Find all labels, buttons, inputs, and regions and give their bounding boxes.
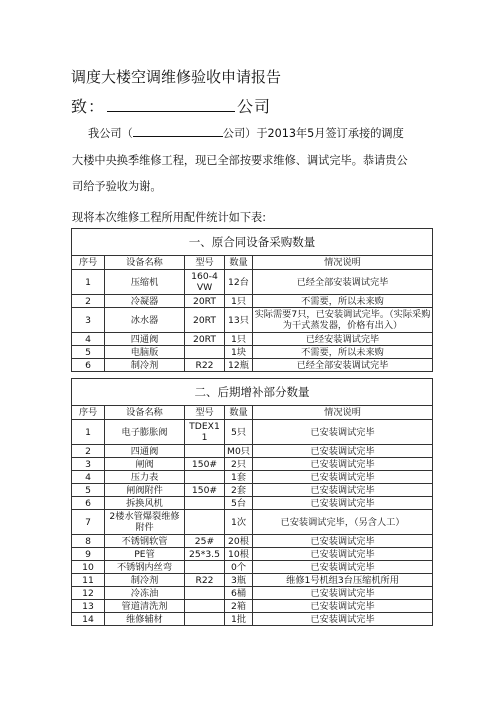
table-cell: 已安装调试完毕 [253, 561, 433, 574]
table-cell: 已安装调试完毕，（另含人工） [253, 510, 433, 535]
column-header: 数量 [225, 406, 253, 420]
column-header: 型号 [185, 406, 225, 420]
table-section-title: 二、后期增补部分数量 [72, 379, 433, 406]
table-cell: 电子膨胀阀 [105, 420, 185, 445]
table-cell: 5 [72, 484, 105, 497]
table-cell: 冷凝器 [105, 295, 185, 308]
table-cell: 已安装调试完毕 [253, 600, 433, 613]
table-section-title: 一、原合同设备采购数量 [72, 229, 433, 256]
table-row [72, 587, 433, 600]
table-cell [185, 510, 225, 535]
table-cell: 已经全部安装调试完毕 [253, 270, 433, 295]
table-cell: R22 [185, 574, 225, 587]
table-cell: 已安装调试完毕 [253, 420, 433, 445]
table-cell: 3 [72, 458, 105, 471]
table-cell: 6 [72, 359, 105, 372]
table-cell: 2套 [225, 484, 253, 497]
table-cell: 4 [72, 471, 105, 484]
table-cell: 冰水器 [105, 308, 185, 333]
contract-equipment-table [71, 228, 433, 372]
table-row [72, 295, 433, 308]
table-row [72, 333, 433, 346]
table-cell [185, 497, 225, 510]
to-suffix: 公司 [237, 97, 272, 116]
table-cell: 3 [72, 308, 105, 333]
table-cell: 5只 [225, 420, 253, 445]
table-cell: 1只 [225, 333, 253, 346]
table-cell: 10根 [225, 548, 253, 561]
table-row [72, 535, 433, 548]
table-cell: 1块 [225, 346, 253, 359]
table-cell: 已安装调试完毕 [253, 471, 433, 484]
table-cell [185, 445, 225, 458]
table-cell: 2只 [225, 458, 253, 471]
table-cell: 25*3.5 [185, 548, 225, 561]
table-cell: 维修辅材 [105, 613, 185, 626]
table-cell: 已经全部安装调试完毕 [253, 359, 433, 372]
table-cell: 13只 [225, 308, 253, 333]
table-cell: 2箱 [225, 600, 253, 613]
table-row [72, 510, 433, 535]
paragraph-4: 现将本次维修工程所用配件统计如下表: [72, 211, 266, 224]
table-cell: 不需要，所以未来购 [253, 295, 433, 308]
table-cell: 10 [72, 561, 105, 574]
table-cell [185, 587, 225, 600]
table-row [72, 270, 433, 295]
table-cell: 6桶 [225, 587, 253, 600]
table-cell: 2 [72, 445, 105, 458]
table-cell: 已安装调试完毕 [253, 445, 433, 458]
table-row [72, 458, 433, 471]
table-cell: 1次 [225, 510, 253, 535]
table-cell: 压力表 [105, 471, 185, 484]
table-cell: 3瓶 [225, 574, 253, 587]
column-header: 情况说明 [253, 406, 433, 420]
table-cell: 20RT [185, 308, 225, 333]
column-header: 型号 [185, 256, 225, 270]
table-cell: 12 [72, 587, 105, 600]
to-label: 致： [71, 97, 106, 116]
table-row [72, 484, 433, 497]
table-row [72, 420, 433, 445]
table-cell: 13 [72, 600, 105, 613]
table-cell: 25# [185, 535, 225, 548]
table-cell: 四通阀 [105, 333, 185, 346]
table-cell: 制冷剂 [105, 359, 185, 372]
table-cell: 实际需要7只，已安装调试完毕。（实际采购为干式蒸发器，价格有出入） [253, 308, 433, 333]
table-cell: 12台 [225, 270, 253, 295]
table-cell: 8 [72, 535, 105, 548]
table-cell: 不锈钢内丝弯 [105, 561, 185, 574]
table-row [72, 561, 433, 574]
table-cell: 已安装调试完毕 [253, 548, 433, 561]
table-cell: 1套 [225, 471, 253, 484]
table-header-row [72, 256, 433, 270]
addressee-blank [107, 97, 235, 112]
document-title: 调度大楼空调维修验收申请报告 [71, 68, 282, 86]
company-blank [133, 126, 223, 137]
table-cell: 20根 [225, 535, 253, 548]
paragraph-3: 司给予验收为谢。 [72, 180, 162, 193]
table-cell: PE管 [105, 548, 185, 561]
table-cell: 电脑版 [105, 346, 185, 359]
column-header: 情况说明 [253, 256, 433, 270]
table-cell [185, 471, 225, 484]
table-cell: 1批 [225, 613, 253, 626]
column-header: 序号 [72, 406, 105, 420]
table-cell: 已经安装调试完毕 [253, 333, 433, 346]
table-cell [185, 346, 225, 359]
table-cell [185, 600, 225, 613]
table-cell: 拆换风机 [105, 497, 185, 510]
table-cell: 已安装调试完毕 [253, 484, 433, 497]
table-cell: 已安装调试完毕 [253, 587, 433, 600]
column-header: 序号 [72, 256, 105, 270]
table-cell: R22 [185, 359, 225, 372]
table-cell: 7 [72, 510, 105, 535]
table-cell [185, 561, 225, 574]
table-row [72, 574, 433, 587]
table-cell: 160-4 VW [185, 270, 225, 295]
column-header: 数量 [225, 256, 253, 270]
table-row [72, 346, 433, 359]
table-cell: M0只 [225, 445, 253, 458]
table-cell: 150# [185, 458, 225, 471]
addressee-line [71, 94, 271, 117]
table-cell: 不锈钢软管 [105, 535, 185, 548]
table-cell: 不需要，所以未来购 [253, 346, 433, 359]
table-cell: 已安装调试完毕 [253, 458, 433, 471]
table-cell: 2 [72, 295, 105, 308]
table-cell: 维修1号机组3台压缩机所用 [253, 574, 433, 587]
table-cell: 11 [72, 574, 105, 587]
table-cell: 已安装调试完毕 [253, 613, 433, 626]
table-row [72, 600, 433, 613]
table-cell: 5 [72, 346, 105, 359]
table-cell: 压缩机 [105, 270, 185, 295]
table-cell: 0个 [225, 561, 253, 574]
table-cell: 12瓶 [225, 359, 253, 372]
table-row [72, 497, 433, 510]
table-row [72, 548, 433, 561]
table-cell: 20RT [185, 295, 225, 308]
table-cell: 已安装调试完毕 [253, 535, 433, 548]
table-row [72, 613, 433, 626]
table-cell: 1 [72, 420, 105, 445]
table-cell: 2楼水管爆裂维修附件 [105, 510, 185, 535]
table-cell: 14 [72, 613, 105, 626]
table-row [72, 471, 433, 484]
table-cell: 20RT [185, 333, 225, 346]
table-cell: 6 [72, 497, 105, 510]
table-cell: 5台 [225, 497, 253, 510]
paragraph-2: 大楼中央换季维修工程，现已全部按要求维修、调试完毕。恭请贵公 [72, 154, 408, 167]
table-cell: 已安装调试完毕 [253, 497, 433, 510]
table-cell: 冷冻油 [105, 587, 185, 600]
table-cell: 闸阀 [105, 458, 185, 471]
para1-b: 公司）于2013年5月签订承接的调度 [222, 127, 404, 140]
table-cell: 四通阀 [105, 445, 185, 458]
table-cell: 1只 [225, 295, 253, 308]
table-cell: TDEX1 1 [185, 420, 225, 445]
table-row [72, 308, 433, 333]
table-cell: 9 [72, 548, 105, 561]
table-cell: 制冷剂 [105, 574, 185, 587]
table-cell: 闸阀附件 [105, 484, 185, 497]
paragraph-1 [88, 125, 404, 141]
column-header: 设备名称 [105, 256, 185, 270]
para1-a: 我公司（ [88, 127, 133, 140]
column-header: 设备名称 [105, 406, 185, 420]
table-cell: 管道清洗剂 [105, 600, 185, 613]
supplement-table [71, 378, 433, 626]
table-cell: 4 [72, 333, 105, 346]
table-cell [185, 613, 225, 626]
table-row [72, 445, 433, 458]
table-cell: 150# [185, 484, 225, 497]
table-header-row [72, 406, 433, 420]
table-cell: 1 [72, 270, 105, 295]
table-row [72, 359, 433, 372]
